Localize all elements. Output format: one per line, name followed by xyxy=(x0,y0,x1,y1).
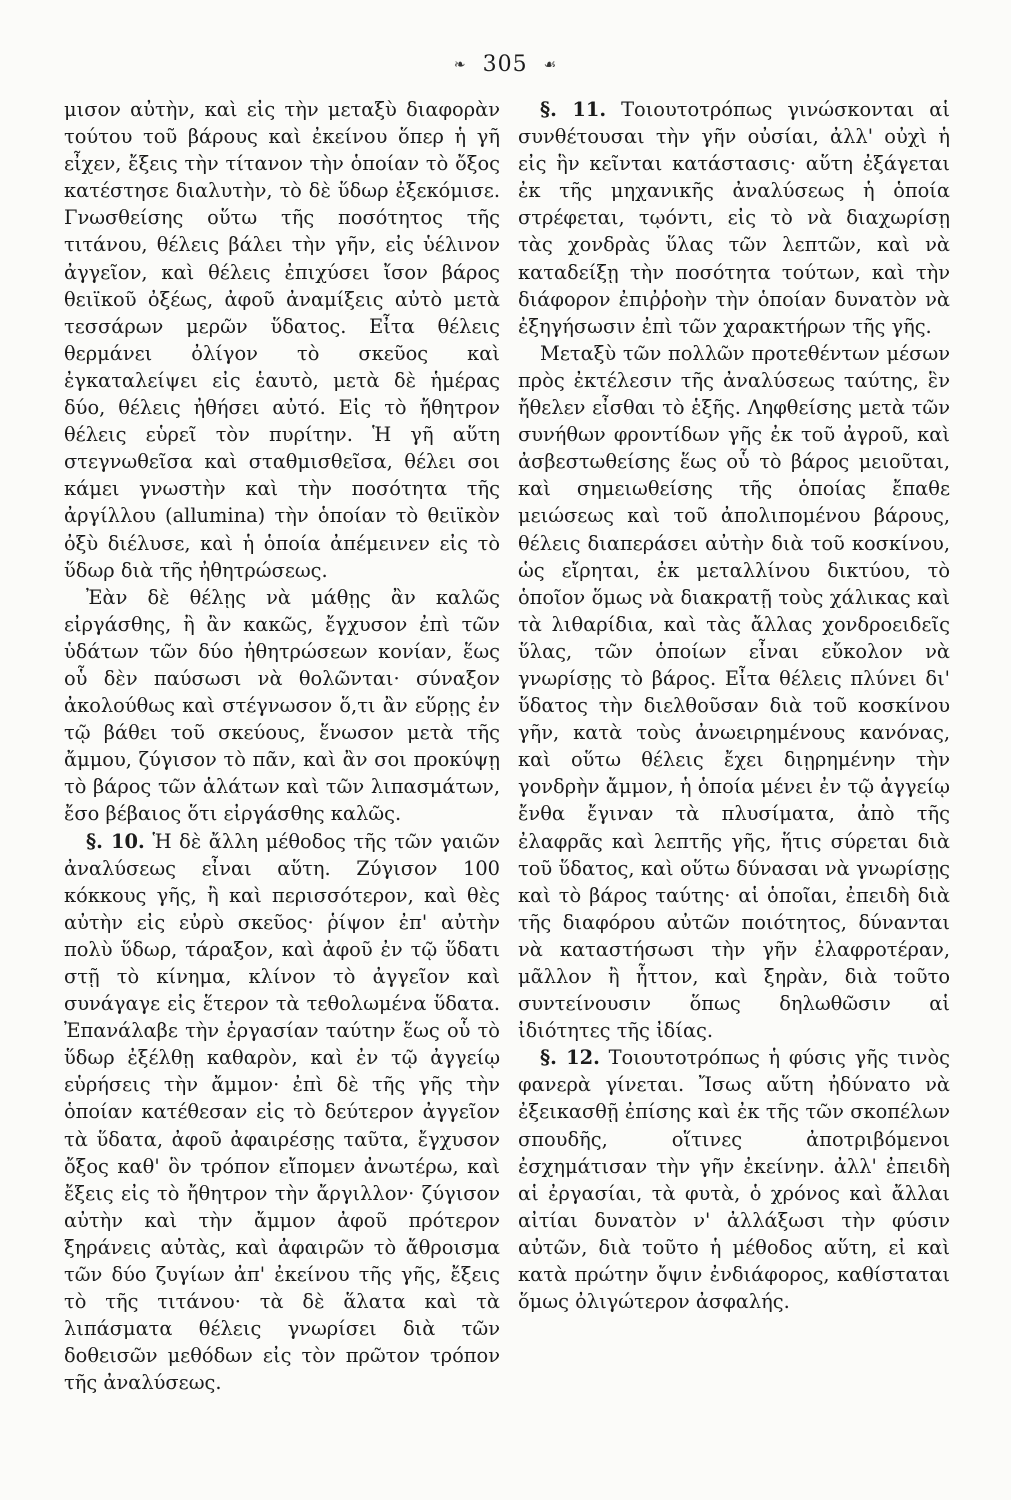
page-number: 305 xyxy=(482,52,528,77)
ornament-right-icon: ☙ xyxy=(543,57,558,73)
right-column xyxy=(518,96,950,1315)
paragraph-text: Τοιουτοτρόπως γινώσκονται αἱ συνθέτουσαι τὴν γῆν οὐσίαι, ἀλλ' οὐχὶ ἡ εἰς ἣν κεῖνται κατάστασις· αὕτη ἐξάγεται ἐκ τῆς μηχανικῆς ἀναλύσεως ἡ ὁποία στρέφεται, τῳόντι, εἰς τὸ νὰ διαχωρίσῃ τὰς χονδρὰς ὕλας τῶν λεπτῶν, καὶ νὰ καταδείξῃ τὴν ποσότητα τούτων, καὶ τὴν διάφορον ἐπιῤῥοὴν τὴν ὁποίαν δυνατὸν νὰ ἐξηγήσωσιν ἐπὶ τῶν χαρακτήρων τῆς γῆς. xyxy=(518,98,950,338)
section-number: §. 12. xyxy=(540,1046,600,1070)
section-number: §. 10. xyxy=(86,829,145,853)
paragraph-text: Τοιουτοτρόπως ἡ φύσις γῆς τινὸς φανερὰ γίνεται. Ἴσως αὕτη ἠδύνατο νὰ ἐξεικασθῇ ἐπίσης καὶ ἐκ τῆς τῶν σκοπέλων σπουδῆς, οἵτινες ἀποτριβόμενοι ἐσχημάτισαν τὴν γῆν ἐκείνην. ἀλλ' ἐπειδὴ αἱ ἐργασίαι, τὰ φυτὰ, ὁ χρόνος καὶ ἄλλαι αἰτίαι δυνατὸν ν' ἀλλάξωσι τὴν φύσιν αὐτῶν, διὰ τοῦτο ἡ μέθοδος αὕτη, εἰ καὶ κατὰ πρώτην ὄψιν ἐνδιάφορος, καθίσταται ὅμως ὀλιγώτερον ἀσφαλής. xyxy=(518,1046,950,1314)
paragraph-text: Μεταξὺ τῶν πολλῶν προτεθέντων μέσων πρὸς ἐκτέλεσιν τῆς ἀναλύσεως ταύτης, ἓν ἤθελεν εἶσθαι τὸ ἑξῆς. Ληφθείσης μετὰ τῶν συνήθων φροντίδων γῆς ἐκ τοῦ ἀγροῦ, καὶ ἀσβεστωθείσης ἕως οὗ τὸ βάρος μειοῦται, καὶ σημειωθείσης τῆς ὁποίας ἔπαθε μειώσεως καὶ τοῦ ἀπολιπομένου βάρους, θέλεις διαπεράσει αὐτὴν διὰ τοῦ κοσκίνου, ὡς εἴρηται, ἐκ μεταλλίνου δικτύου, τὸ ὁποῖον ὅμως νὰ διακρατῇ τοὺς χάλικας καὶ τὰ λιθαρίδια, καὶ τὰς ἄλλας χονδροειδεῖς ὕλας, τῶν ὁποίων εἶναι εὔκολον νὰ γνωρίσῃς τὸ βάρος. Εἶτα θέλεις πλύνει δι' ὕδατος τὴν διελθοῦσαν διὰ τοῦ κοσκίνου γῆν, κατὰ τοὺς ἀνωειρημένους κανόνας, καὶ οὕτω θέλεις ἔχει διῃρημένην τὴν γονδρὴν ἄμμον, ἡ ὁποία μένει ἐν τῷ ἀγγείῳ ἔνθα ἔγιναν τὰ πλυσίματα, ἀπὸ τῆς ἐλαφρᾶς καὶ λεπτῆς γῆς, ἥτις σύρεται διὰ τοῦ ὕδατος, καὶ οὕτω δύνασαι νὰ γνωρίσῃς καὶ τὸ βάρος ταύτης· αἱ ὁποῖαι, ἐπειδὴ διὰ τῆς διαφόρου αὐτῶν ποιότητος, δύνανται νὰ καταστήσωσι τὴν γῆν ἐλαφροτέραν, μᾶλλον ἢ ἧττον, καὶ ξηρὰν, διὰ τοῦτο συντείνουσιν ὅπως δηλωθῶσιν αἱ ἰδιότητες τῆς ἰδίας. xyxy=(518,341,950,1043)
paragraph xyxy=(518,1044,950,1315)
ornament-left-icon: ❧ xyxy=(453,57,467,73)
left-column xyxy=(64,96,500,1397)
paragraph xyxy=(64,584,500,828)
section-number: §. 11. xyxy=(540,98,607,121)
paragraph xyxy=(518,340,950,1044)
paragraph-text: μισον αὐτὴν, καὶ εἰς τὴν μεταξὺ διαφορὰν τούτου τοῦ βάρους καὶ ἐκείνου ὅπερ ἡ γῆ εἶχεν, ἔξεις τὴν τίτανον τὴν ὁποίαν τὸ ὄξος κατέστησε διαλυτὴν, τὸ δὲ ὕδωρ ἐξεκόμισε. Γνωσθείσης οὕτω τῆς ποσότητος τῆς τιτάνου, θέλεις βάλει τὴν γῆν, εἰς ὑέλινον ἀγγεῖον, καὶ θέλεις ἐπιχύσει ἴσον βάρος θειϊκοῦ ὀξέως, ἀφοῦ ἀναμίξεις αὐτὸ μετὰ τεσσάρων μερῶν ὕδατος. Εἶτα θέλεις θερμάνει ὀλίγον τὸ σκεῦος καὶ ἐγκαταλείψει εἰς ἑαυτὸ, μετὰ δὲ ἡμέρας δύο, θέλεις ἠθήσει αὐτό. Εἰς τὸ ἤθητρον θέλεις εὑρεῖ τὸν πυρίτην. Ἡ γῆ αὕτη στεγνωθεῖσα καὶ σταθμισθεῖσα, θέλει σοι κάμει γνωστὴν καὶ τὴν ποσότητα τῆς ἀργίλλου (allumina) τὴν ὁποίαν τὸ θειϊκὸν ὀξὺ διέλυσε, καὶ ἡ ὁποία ἀπέμεινεν εἰς τὸ ὕδωρ διὰ τῆς ἠθητρώσεως. xyxy=(64,98,500,582)
paragraph-text: Ἐὰν δὲ θέλῃς νὰ μάθῃς ἂν καλῶς εἰργάσθης, ἢ ἂν κακῶς, ἔγχυσον ἐπὶ τῶν ὑδάτων τῶν δύο ἠθητρώσεων κονίαν, ἕως οὗ δὲν παύσωσι νὰ θολῶνται· σύναξον ἀκολούθως καὶ στέγνωσον ὅ,τι ἂν εὕρῃς ἐν τῷ βάθει τοῦ σκεύους, ἕνωσον μετὰ τῆς ἄμμου, ζύγισον τὸ πᾶν, καὶ ἂν σοι προκύψῃ τὸ βάρος τῶν ἁλάτων καὶ τῶν λιπασμάτων, ἔσο βέβαιος ὅτι εἰργάσθης καλῶς. xyxy=(64,585,500,826)
paragraph-text: Ἡ δὲ ἄλλη μέθοδος τῆς τῶν γαιῶν ἀναλύσεως εἶναι αὕτη. Ζύγισον 100 κόκκους γῆς, ἢ καὶ περισσότερον, καὶ θὲς αὐτὴν εἰς εὐρὺ σκεῦος· ῥίψον ἐπ' αὐτὴν πολὺ ὕδωρ, τάραξον, καὶ ἀφοῦ ἐν τῷ ὕδατι στῇ τὸ κίνημα, κλίνον τὸ ἀγγεῖον καὶ συνάγαγε εἰς ἕτερον τὰ τεθολωμένα ὕδατα. Ἐπανάλαβε τὴν ἐργασίαν ταύτην ἕως οὗ τὸ ὕδωρ ἐξέλθῃ καθαρὸν, καὶ ἐν τῷ ἀγγείῳ εὑρήσεις τὴν ἄμμον· ἐπὶ δὲ τῆς γῆς τὴν ὁποίαν κατέθεσαν εἰς τὸ δεύτερον ἀγγεῖον τὰ ὕδατα, ἀφοῦ ἀφαιρέσῃς ταῦτα, ἔγχυσον ὄξος καθ' ὃν τρόπον εἴπομεν ἀνωτέρω, καὶ ἔξεις εἰς τὸ ἤθητρον τὴν ἄργιλλον· ζύγισον αὐτὴν καὶ τὴν ἄμμον ἀφοῦ πρότερον ξηράνεις αὐτὰς, καὶ ἀφαιρῶν τὸ ἄθροισμα τῶν δύο ζυγίων ἀπ' ἐκείνου τῆς γῆς, ἔξεις τὸ τῆς τιτάνου· τὰ δὲ ἅλατα καὶ τὰ λιπάσματα θέλεις γνωρίσει διὰ τῶν δοθεισῶν μεθόδων εἰς τὸν πρῶτον τρόπον τῆς ἀναλύσεως. xyxy=(64,829,500,1395)
page-header xyxy=(0,52,1011,77)
paragraph xyxy=(64,96,500,584)
paragraph xyxy=(518,96,950,340)
paragraph xyxy=(64,828,500,1397)
